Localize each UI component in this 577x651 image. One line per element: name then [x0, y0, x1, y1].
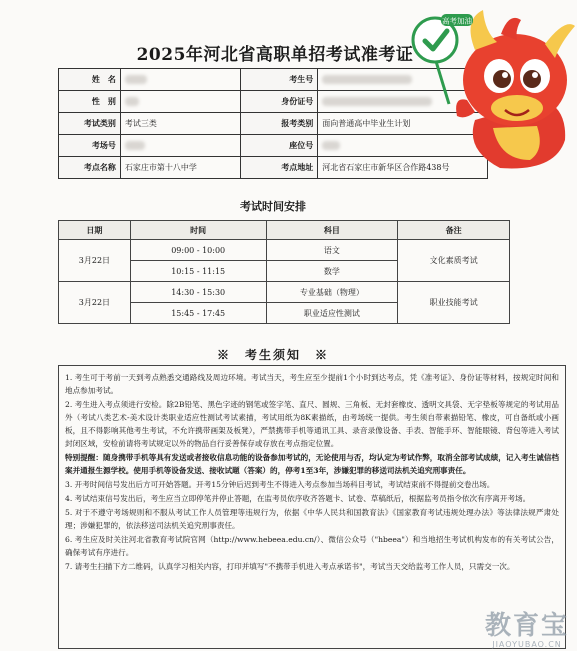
name-label: 姓 名	[59, 69, 121, 91]
header-date: 日期	[59, 221, 131, 240]
site-label: 考点名称	[59, 157, 121, 179]
apply-category-label: 报考类别	[240, 113, 318, 135]
subject-cell: 数学	[266, 261, 398, 282]
time-cell: 15:45 - 17:45	[130, 303, 266, 324]
schedule-heading: 考试时间安排	[240, 200, 306, 213]
subject-cell: 职业适应性测试	[266, 303, 398, 324]
notice-heading: ※ 考生须知 ※	[216, 348, 329, 362]
note-cell: 职业技能考试	[398, 282, 510, 324]
dragon-icon	[456, 10, 575, 168]
time-cell: 09:00 - 10:00	[130, 240, 266, 261]
address-value: 河北省石家庄市新华区合作路438号	[318, 157, 488, 179]
site-value: 石家庄市第十八中学	[120, 157, 240, 179]
header-note: 备注	[398, 221, 510, 240]
notice-box	[58, 365, 566, 649]
room-label: 考场号	[59, 135, 121, 157]
subject-cell: 语文	[266, 240, 398, 261]
category-label: 考试类别	[59, 113, 121, 135]
gender-value	[120, 91, 240, 113]
check-badge-icon	[413, 14, 473, 104]
notice-item: 5. 对于不遵守考场规则和不服从考试工作人员管理等违规行为，依据《中华人民共和国教育法》《国家教育考试违规处理办法》等法律法规严肃处理；涉嫌犯罪的，依法移送司法机关追究刑事责任。	[65, 508, 559, 530]
subject-cell: 专业基础（物理）	[266, 282, 398, 303]
dragon-mascot-sticker	[405, 0, 577, 172]
exam-no-label: 考生号	[240, 69, 318, 91]
date-cell: 3月22日	[59, 240, 131, 282]
id-number-label: 身份证号	[240, 91, 318, 113]
header-time: 时间	[130, 221, 266, 240]
table-row	[59, 282, 510, 303]
badge-label: 高考加油	[442, 16, 472, 26]
time-cell: 10:15 - 11:15	[130, 261, 266, 282]
gender-label: 性 别	[59, 91, 121, 113]
ticket-title: 2025年河北省高职单招考试准考证	[136, 45, 414, 65]
header-subject: 科目	[266, 221, 398, 240]
notice-item: 2. 考生进入考点须进行安检。除2B铅笔、黑色字迹的钢笔或签字笔、直尺、圆规、三角板、无封套橡皮、透明文具袋、无字垫板等规定的考试用品外（考试八类艺术-美术设计类职业适应性测试考试素描，考试用纸为8K素描纸，由考场统一提供。考生须自带素描铅笔、橡皮，可自备纸或小画板，且不得影响其他考生考试，不允许携带画架及板凳），严禁携带手机等通讯工具、录音录像设备、手表、智能手环、智能眼镜、背包等进入考试封闭区域，安检前请将考试规定以外的物品自行妥善保存或存放在考点指定位置。	[65, 400, 559, 448]
schedule-table	[58, 220, 510, 324]
watermark-url: JIAOYUBAO.CN	[492, 640, 562, 649]
time-cell: 14:30 - 15:30	[130, 282, 266, 303]
notice-item: 1. 考生可于考前一天到考点熟悉交通路线及周边环境。考试当天，考生应至少提前1个小时到达考点，凭《准考证》、身份证等材料，按规定时间和地点参加考试。	[65, 373, 559, 395]
notice-item: 6. 考生应及时关注河北省教育考试院官网（http://www.hebeea.edu.cn/）、微信公众号（"hbeea"）和当地招生考试机构发布的有关考试公告，确保考试有序进行。	[65, 535, 559, 557]
notice-item: 4. 考试结束信号发出后，考生应当立即停笔并停止答题，在监考员依序收齐答题卡、试卷、草稿纸后，根据监考员指令依次有序离开考场。	[65, 494, 531, 503]
notice-item: 3. 开考时间信号发出后方可开始答题。开考15分钟后迟到考生不得进入考点参加当场科目考试，考试结束前不得提前交卷出场。	[65, 480, 495, 489]
note-cell: 文化素质考试	[398, 240, 510, 282]
apply-category-value: 面向普通高中毕业生计划	[318, 113, 488, 135]
notice-warning: 特别提醒：随身携带手机等具有发送或者接收信息功能的设备参加考试的，无论使用与否，均认定为考试作弊，取消全部考试成绩，记入考生诚信档案并通报生源学校。使用手机等设备发送、接收试题（答案）的，停考1至3年，涉嫌犯罪的移送司法机关追究刑事责任。	[65, 453, 559, 475]
watermark	[485, 612, 569, 649]
notice-item: 7. 请考生扫描下方二维码，认真学习相关内容，打印并填写"不携带手机进入考点承诺书"，考试当天交给监考工作人员，只需交一次。	[65, 562, 515, 571]
watermark-brand: 教育宝	[484, 611, 569, 641]
date-cell: 3月22日	[59, 282, 131, 324]
table-row	[59, 240, 510, 261]
category-value: 考试三类	[120, 113, 240, 135]
name-value	[120, 69, 240, 91]
seat-label: 座位号	[240, 135, 318, 157]
room-value	[120, 135, 240, 157]
address-label: 考点地址	[240, 157, 318, 179]
